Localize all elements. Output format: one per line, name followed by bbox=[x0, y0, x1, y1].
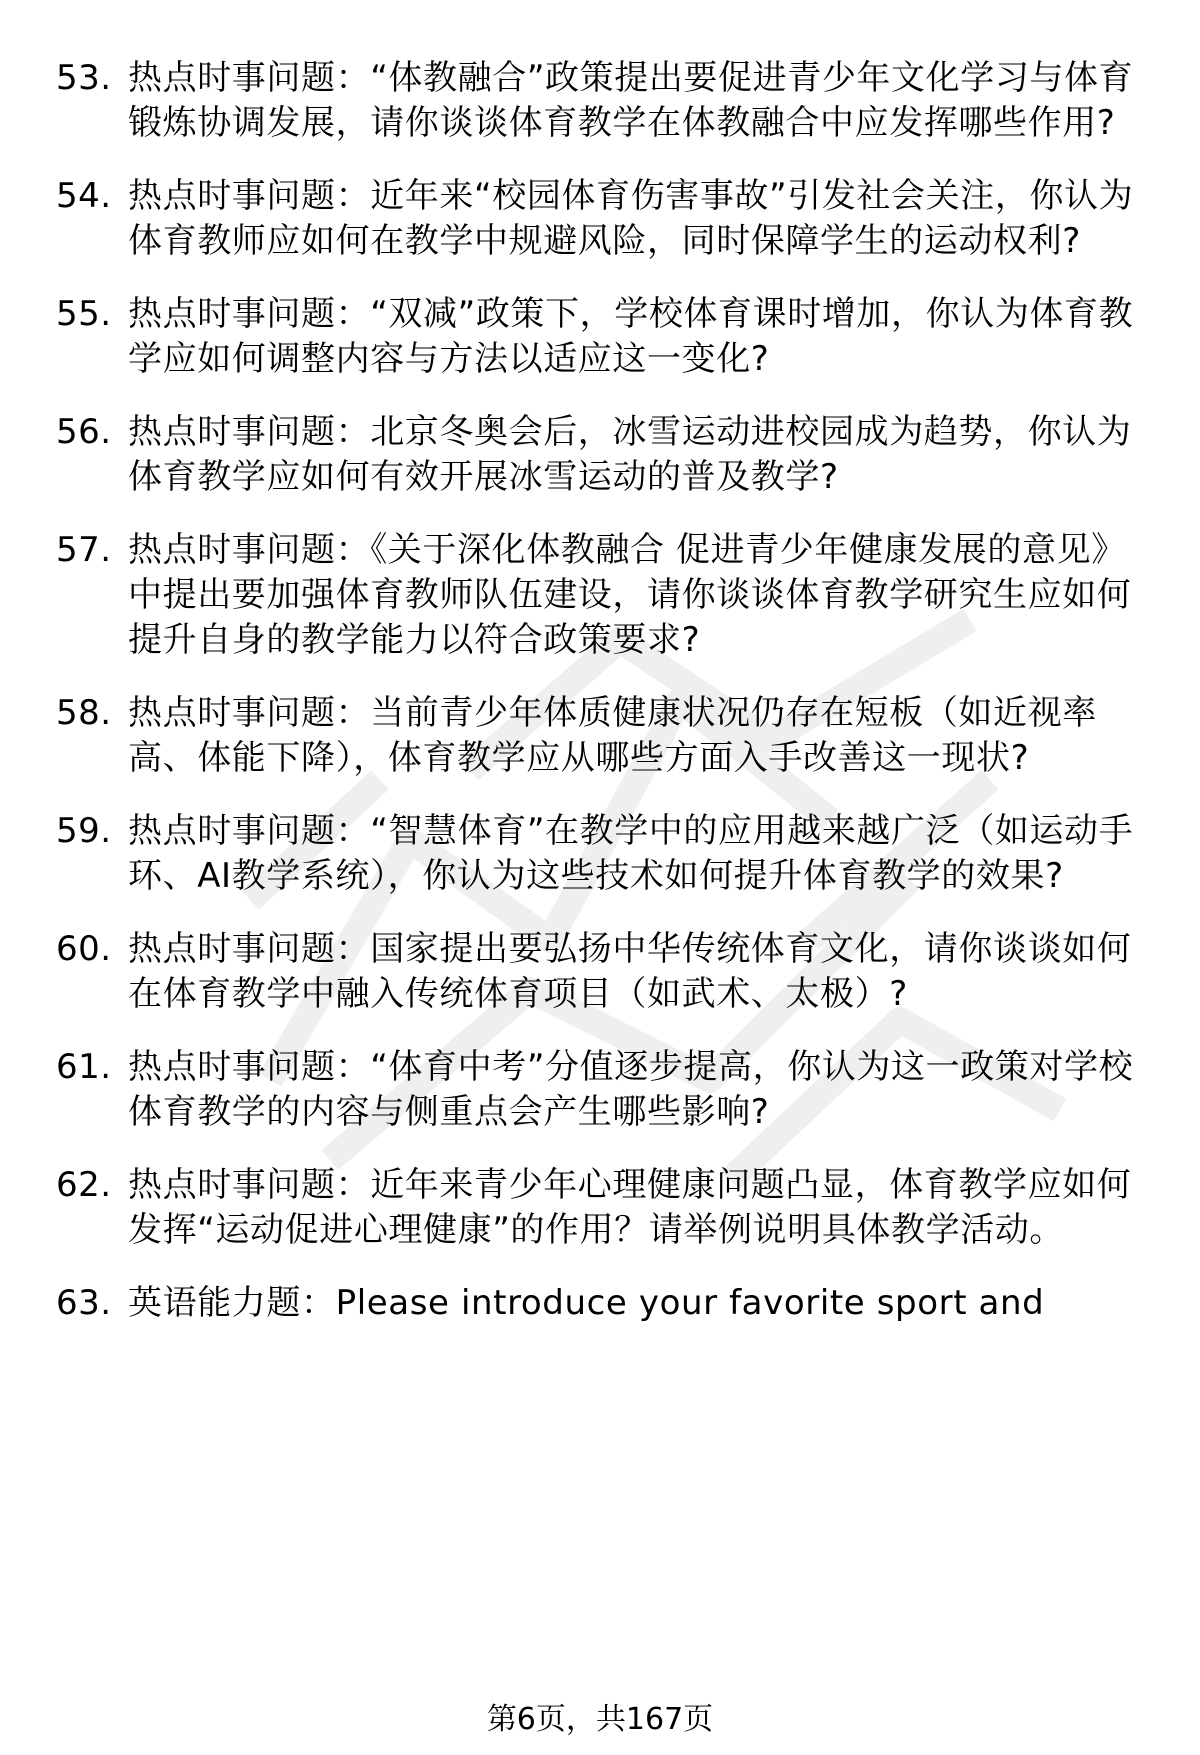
question-text: 热点时事问题：《关于深化体教融合 促进青少年健康发展的意见》中提出要加强体育教师队伍建设，请你谈谈体育教学研究生应如何提升自身的教学能力以符合政策要求? bbox=[128, 530, 1132, 660]
question-item bbox=[0, 56, 1200, 146]
question-text: 热点时事问题：“智慧体育”在教学中的应用越来越广泛（如运动手环、AI教学系统），你认为这些技术如何提升体育教学的效果? bbox=[128, 811, 1134, 896]
question-item bbox=[0, 1045, 1200, 1135]
question-item bbox=[0, 528, 1200, 663]
question-text: 热点时事问题：国家提出要弘扬中华传统体育文化，请你谈谈如何在体育教学中融入传统体育项目（如武术、太极）? bbox=[128, 929, 1132, 1014]
question-item bbox=[0, 1163, 1200, 1253]
question-text: 热点时事问题：北京冬奥会后，冰雪运动进校园成为趋势，你认为体育教学应如何有效开展冰雪运动的普及教学? bbox=[128, 412, 1132, 497]
question-item bbox=[0, 292, 1200, 382]
question-number: 60. bbox=[56, 929, 112, 969]
question-item bbox=[0, 410, 1200, 500]
question-number: 62. bbox=[56, 1165, 112, 1205]
question-item bbox=[0, 809, 1200, 899]
question-text: 热点时事问题：“双减”政策下，学校体育课时增加，你认为体育教学应如何调整内容与方法以适应这一变化? bbox=[128, 294, 1134, 379]
question-number: 59. bbox=[56, 811, 112, 851]
question-text: 热点时事问题：近年来青少年心理健康问题凸显，体育教学应如何发挥“运动促进心理健康”的作用？请举例说明具体教学活动。 bbox=[128, 1165, 1132, 1250]
question-item bbox=[0, 927, 1200, 1017]
question-text: 热点时事问题：“体育中考”分值逐步提高，你认为这一政策对学校体育教学的内容与侧重点会产生哪些影响? bbox=[128, 1047, 1134, 1132]
question-text: 热点时事问题：“体教融合”政策提出要促进青少年文化学习与体育锻炼协调发展，请你谈谈体育教学在体教融合中应发挥哪些作用? bbox=[128, 58, 1134, 143]
question-number: 58. bbox=[56, 693, 112, 733]
question-text: 英语能力题：Please introduce your favorite sport and bbox=[128, 1283, 1045, 1323]
question-item bbox=[0, 174, 1200, 264]
page-number-label: 第6页，共167页 bbox=[486, 1702, 714, 1737]
question-number: 54. bbox=[56, 176, 112, 216]
question-number: 61. bbox=[56, 1047, 112, 1087]
question-number: 53. bbox=[56, 58, 112, 98]
question-item bbox=[0, 1281, 1200, 1326]
question-number: 55. bbox=[56, 294, 112, 334]
question-number: 56. bbox=[56, 412, 112, 452]
question-text: 热点时事问题：近年来“校园体育伤害事故”引发社会关注，你认为体育教师应如何在教学中规避风险，同时保障学生的运动权利? bbox=[128, 176, 1134, 261]
question-text: 热点时事问题：当前青少年体质健康状况仍存在短板（如近视率高、体能下降），体育教学应从哪些方面入手改善这一现状? bbox=[128, 693, 1097, 778]
question-list bbox=[0, 56, 1200, 1354]
question-item bbox=[0, 691, 1200, 781]
question-number: 57. bbox=[56, 530, 112, 570]
question-number: 63. bbox=[56, 1283, 112, 1323]
page-footer bbox=[0, 1700, 1200, 1740]
